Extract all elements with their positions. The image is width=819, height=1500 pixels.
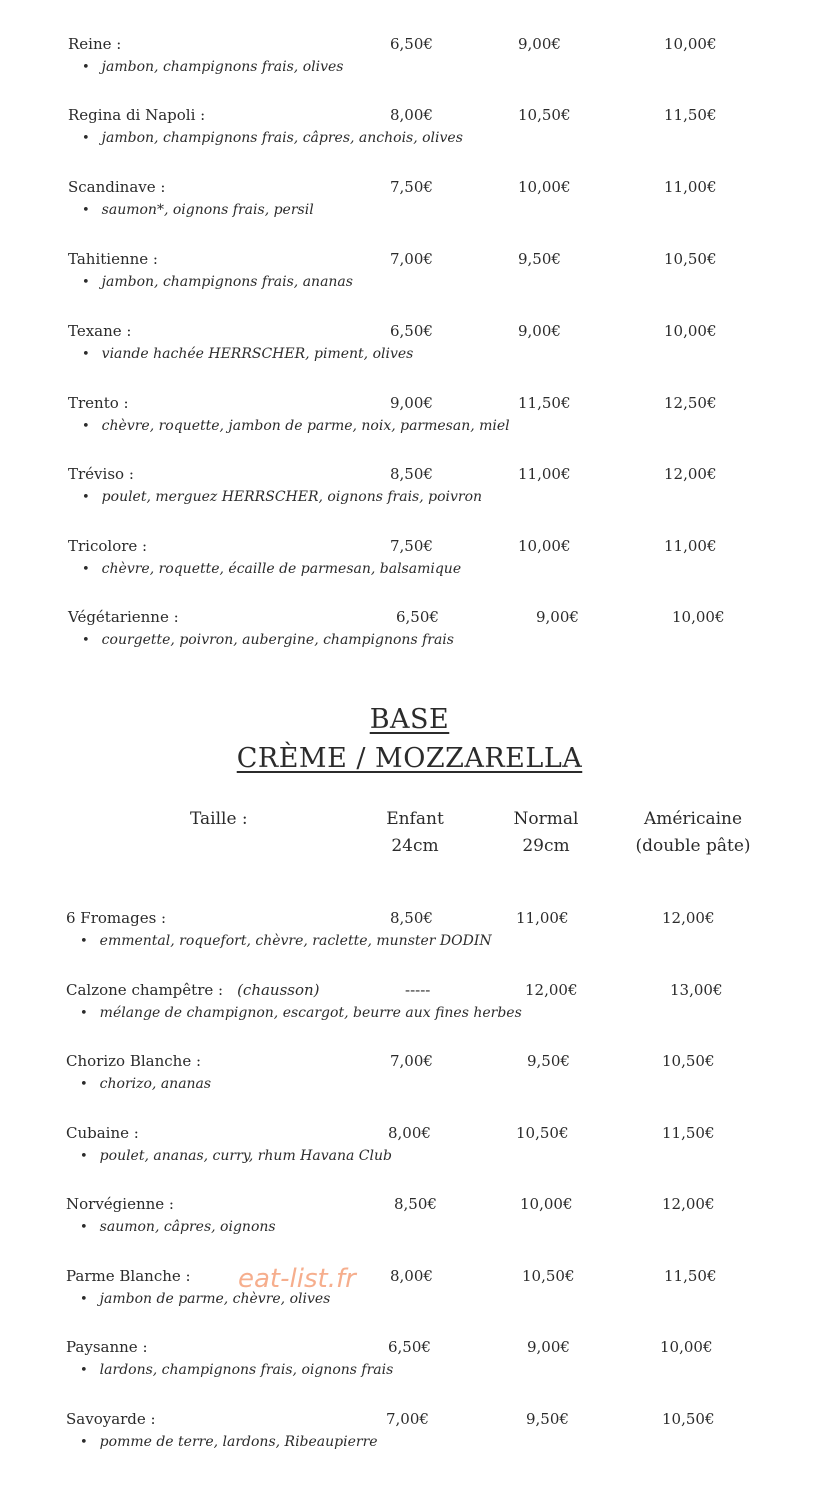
- item-name-text: Calzone champêtre :: [66, 981, 224, 999]
- price-americaine: 10,00€: [664, 322, 717, 340]
- section-title-creme-mozzarella: CRÈME / MOZZARELLA: [236, 743, 583, 774]
- price-enfant: 7,00€: [390, 1052, 433, 1070]
- section-title-base: BASE: [369, 704, 450, 735]
- price-americaine: 11,50€: [662, 1124, 715, 1142]
- item-name: [66, 1410, 156, 1428]
- price-enfant: 8,00€: [390, 1267, 433, 1285]
- menu-item: [0, 909, 819, 969]
- size-col-enfant-diameter: 24cm: [391, 836, 439, 856]
- item-name: [66, 1052, 201, 1070]
- price-americaine: 12,00€: [662, 909, 715, 927]
- item-name: Scandinave :: [68, 178, 166, 196]
- price-americaine: 10,50€: [664, 250, 717, 268]
- price-enfant: 6,50€: [390, 35, 433, 53]
- price-enfant: 8,00€: [388, 1124, 431, 1142]
- size-col-normal-name: Normal: [513, 809, 579, 829]
- size-col-enfant-name: Enfant: [386, 809, 444, 829]
- menu-item: [0, 35, 819, 95]
- price-normal: 11,50€: [518, 394, 571, 412]
- price-normal: 10,50€: [522, 1267, 575, 1285]
- item-name: [66, 1267, 191, 1285]
- price-enfant: 6,50€: [388, 1338, 431, 1356]
- price-americaine: 10,00€: [660, 1338, 713, 1356]
- item-name: [66, 1195, 174, 1213]
- menu-item: [0, 178, 819, 238]
- item-name-text: 6 Fromages :: [66, 909, 167, 927]
- price-enfant: 8,00€: [390, 106, 433, 124]
- item-ingredients: • mélange de champignon, escargot, beurre aux fines herbes: [80, 1005, 522, 1021]
- item-ingredients: • courgette, poivron, aubergine, champignons frais: [82, 632, 454, 648]
- menu-item: [0, 537, 819, 597]
- price-enfant: 7,50€: [390, 178, 433, 196]
- size-col-americaine-note: (double pâte): [635, 836, 751, 856]
- price-normal: 9,00€: [518, 322, 561, 340]
- price-enfant: 7,00€: [386, 1410, 429, 1428]
- item-name: Tahitienne :: [68, 250, 158, 268]
- price-normal: 10,00€: [518, 178, 571, 196]
- item-name: [66, 981, 320, 999]
- price-enfant: 6,50€: [390, 322, 433, 340]
- price-normal: 9,50€: [527, 1052, 570, 1070]
- item-name: Reine :: [68, 35, 122, 53]
- price-americaine: 10,00€: [672, 608, 725, 626]
- item-name-text: Paysanne :: [66, 1338, 148, 1356]
- watermark: eat-list.fr: [238, 1264, 356, 1294]
- item-name: [66, 1124, 139, 1142]
- price-normal: 10,00€: [520, 1195, 573, 1213]
- item-ingredients: • chèvre, roquette, jambon de parme, noix, parmesan, miel: [82, 418, 510, 434]
- menu-item: [0, 1267, 819, 1327]
- item-name-text: Norvégienne :: [66, 1195, 174, 1213]
- price-normal: 10,00€: [518, 537, 571, 555]
- item-name-text: Savoyarde :: [66, 1410, 156, 1428]
- price-normal: 9,50€: [526, 1410, 569, 1428]
- item-name: Texane :: [68, 322, 132, 340]
- item-name: Tréviso :: [68, 465, 134, 483]
- menu-item: [0, 608, 819, 668]
- menu-item: [0, 106, 819, 166]
- menu-item: [0, 981, 819, 1041]
- menu-item: [0, 1195, 819, 1255]
- item-ingredients: • viande hachée HERRSCHER, piment, olives: [82, 346, 413, 362]
- size-label: Taille :: [190, 809, 248, 829]
- item-ingredients: • saumon, câpres, oignons: [80, 1219, 276, 1235]
- price-enfant: 7,50€: [390, 537, 433, 555]
- size-col-enfant: [370, 806, 460, 860]
- price-enfant: 8,50€: [390, 909, 433, 927]
- item-ingredients: • saumon*, oignons frais, persil: [82, 202, 314, 218]
- menu-item: [0, 1052, 819, 1112]
- price-normal: 11,00€: [516, 909, 569, 927]
- size-col-americaine: [630, 806, 756, 860]
- item-name: [66, 1338, 148, 1356]
- price-enfant: 7,00€: [390, 250, 433, 268]
- price-americaine: 10,00€: [664, 35, 717, 53]
- price-americaine: 11,50€: [664, 1267, 717, 1285]
- price-enfant: 9,00€: [390, 394, 433, 412]
- item-name: Regina di Napoli :: [68, 106, 206, 124]
- menu-item: [0, 465, 819, 525]
- item-ingredients: • jambon, champignons frais, ananas: [82, 274, 353, 290]
- price-normal: 10,50€: [518, 106, 571, 124]
- item-name: Trento :: [68, 394, 129, 412]
- price-americaine: 10,50€: [662, 1052, 715, 1070]
- price-normal: 9,00€: [536, 608, 579, 626]
- price-normal: 9,50€: [518, 250, 561, 268]
- menu-item: [0, 394, 819, 454]
- price-normal: 9,00€: [527, 1338, 570, 1356]
- size-col-normal-diameter: 29cm: [522, 836, 570, 856]
- size-col-americaine-name: Américaine: [643, 809, 743, 829]
- item-ingredients: • chèvre, roquette, écaille de parmesan, balsamique: [82, 561, 461, 577]
- price-normal: 11,00€: [518, 465, 571, 483]
- price-americaine: 11,00€: [664, 537, 717, 555]
- price-americaine: 12,00€: [662, 1195, 715, 1213]
- item-name: [66, 909, 166, 927]
- item-ingredients: • poulet, merguez HERRSCHER, oignons frais, poivron: [82, 489, 482, 505]
- menu-item: [0, 1338, 819, 1398]
- price-americaine: 11,00€: [664, 178, 717, 196]
- menu-item: [0, 322, 819, 382]
- item-ingredients: • jambon, champignons frais, câpres, anchois, olives: [82, 130, 463, 146]
- item-ingredients: • emmental, roquefort, chèvre, raclette, munster DODIN: [80, 933, 492, 949]
- price-normal: 12,00€: [525, 981, 578, 999]
- price-enfant: 6,50€: [396, 608, 439, 626]
- item-name-text: Parme Blanche :: [66, 1267, 191, 1285]
- item-note: (chausson): [237, 981, 320, 999]
- item-ingredients: • poulet, ananas, curry, rhum Havana Club: [80, 1148, 392, 1164]
- item-ingredients: • lardons, champignons frais, oignons frais: [80, 1362, 393, 1378]
- item-name: Tricolore :: [68, 537, 148, 555]
- price-americaine: 12,00€: [664, 465, 717, 483]
- item-ingredients: • chorizo, ananas: [80, 1076, 211, 1092]
- price-enfant: -----: [405, 981, 431, 999]
- size-col-normal: [500, 806, 592, 860]
- price-normal: 9,00€: [518, 35, 561, 53]
- item-name-text: Chorizo Blanche :: [66, 1052, 202, 1070]
- price-americaine: 11,50€: [664, 106, 717, 124]
- price-enfant: 8,50€: [394, 1195, 437, 1213]
- price-normal: 10,50€: [516, 1124, 569, 1142]
- menu-item: [0, 1410, 819, 1470]
- item-name: Végétarienne :: [68, 608, 179, 626]
- price-enfant: 8,50€: [390, 465, 433, 483]
- menu-item: [0, 1124, 819, 1184]
- price-americaine: 12,50€: [664, 394, 717, 412]
- item-ingredients: • pomme de terre, lardons, Ribeaupierre: [80, 1434, 378, 1450]
- price-americaine: 10,50€: [662, 1410, 715, 1428]
- menu-item: [0, 250, 819, 310]
- item-name-text: Cubaine :: [66, 1124, 139, 1142]
- item-ingredients: • jambon de parme, chèvre, olives: [80, 1291, 330, 1307]
- price-americaine: 13,00€: [670, 981, 723, 999]
- item-ingredients: • jambon, champignons frais, olives: [82, 59, 343, 75]
